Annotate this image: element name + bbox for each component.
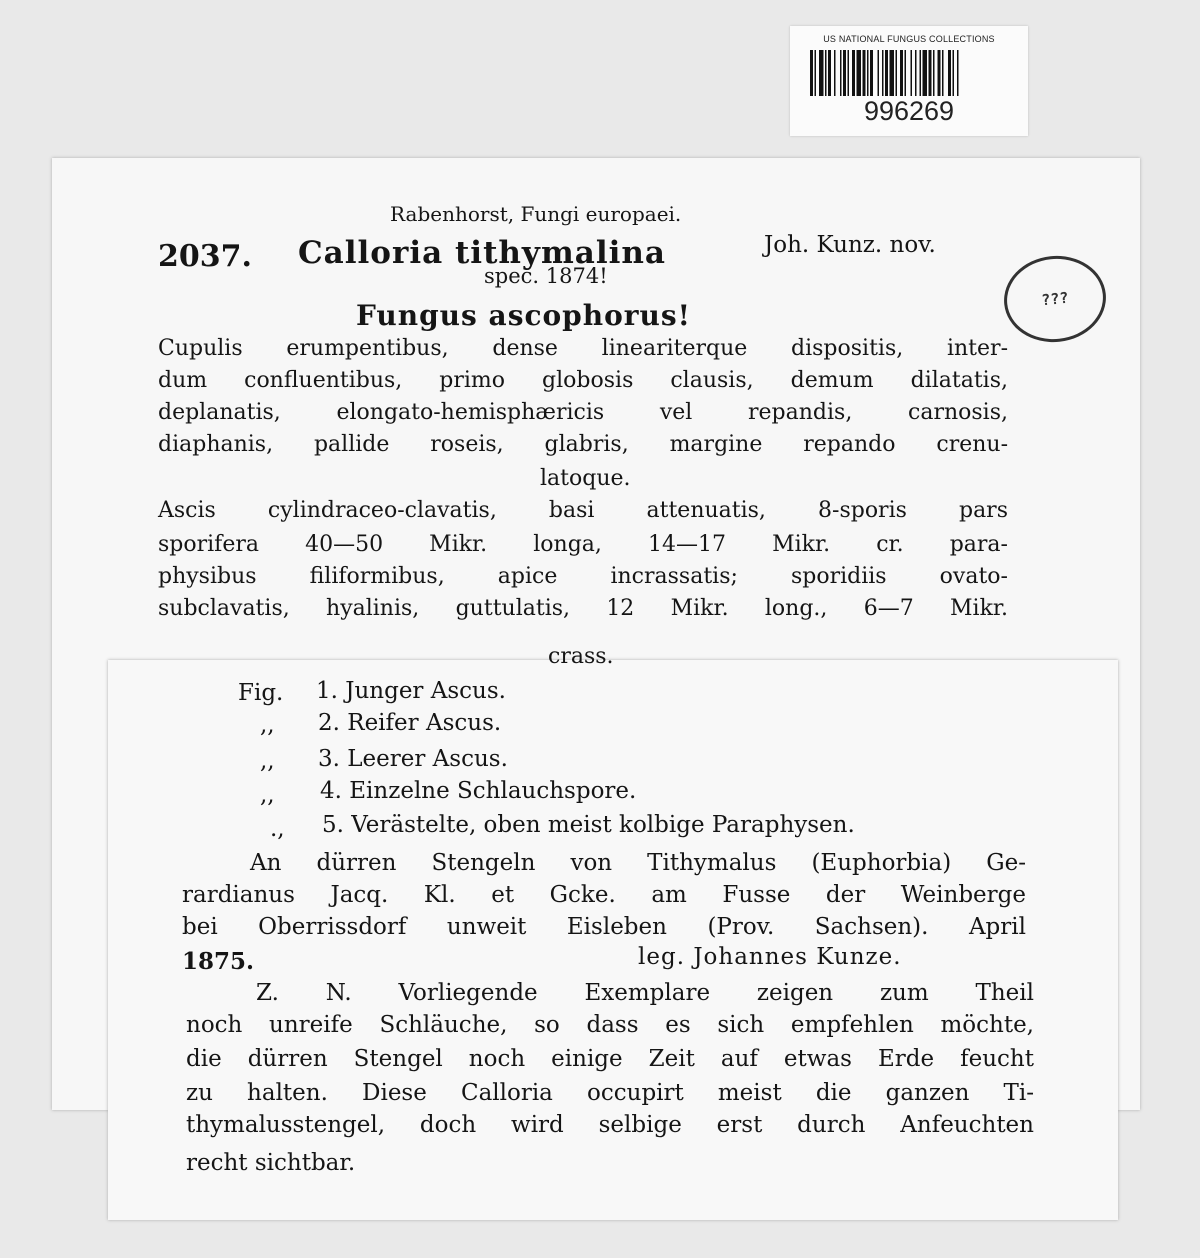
figure-prefix: ,, [260, 782, 275, 808]
note-line: noch unreife Schläuche, so dass es sich empfehlen möchte, [186, 1012, 1034, 1038]
description-line: deplanatis, elongato-hemisphæricis vel repandis, carnosis, [158, 400, 1008, 425]
asci-line: physibus filiformibus, apice incrassatis; sporidiis ovato- [158, 564, 1008, 589]
locality-line: rardianus Jacq. Kl. et Gcke. am Fusse der Weinberge [182, 882, 1026, 908]
description-line: dum confluentibus, primo globosis clausis, demum dilatatis, [158, 368, 1008, 393]
asci-line: crass. [548, 644, 614, 669]
note-line: thymalusstengel, doch wird selbige erst durch Anfeuchten [186, 1112, 1034, 1138]
species-name: Calloria tithymalina [298, 235, 667, 271]
species-date: spec. 1874! [484, 264, 608, 288]
collector: leg. Johannes Kunze. [638, 944, 902, 970]
stamp-text: ??? [1040, 288, 1070, 310]
note-line: zu halten. Diese Calloria occupirt meist die ganzen Ti- [186, 1080, 1034, 1106]
figure-prefix: Fig. [238, 680, 284, 706]
locality-line: An dürren Stengeln von Tithymalus (Euphorbia) Ge- [250, 850, 1026, 876]
collection-year: 1875. [182, 948, 255, 975]
figure-caption: 3. Leerer Ascus. [318, 746, 508, 772]
note-line: Z. N. Vorliegende Exemplare zeigen zum Theil [256, 980, 1034, 1006]
series-title: Rabenhorst, Fungi europaei. [390, 202, 682, 226]
locality-line: bei Oberrissdorf unweit Eisleben (Prov. Sachsen). April [182, 914, 1026, 940]
barcode-number: 996269 [863, 96, 955, 126]
figure-caption: 1. Junger Ascus. [316, 678, 506, 704]
note-line: die dürren Stengel noch einige Zeit auf etwas Erde feucht [186, 1046, 1034, 1072]
figure-prefix: ., [270, 816, 285, 842]
figure-prefix: ,, [260, 712, 275, 738]
figure-caption: 5. Verästelte, oben meist kolbige Paraphysen. [322, 812, 855, 838]
asci-line: subclavatis, hyalinis, guttulatis, 12 Mikr. long., 6—7 Mikr. [158, 596, 1008, 621]
description-line: Cupulis erumpentibus, dense lineariterque dispositis, inter- [158, 336, 1008, 361]
asci-line: Ascis cylindraceo-clavatis, basi attenuatis, 8-sporis pars [158, 498, 1008, 523]
barcode-organization: US NATIONAL FUNGUS COLLECTIONS [823, 34, 995, 44]
description-line: latoque. [540, 466, 631, 491]
asci-line: sporifera 40—50 Mikr. longa, 14—17 Mikr. cr. para- [158, 532, 1008, 557]
species-author: Joh. Kunz. nov. [764, 232, 936, 258]
figure-caption: 2. Reifer Ascus. [318, 710, 502, 736]
exsiccata-number: 2037. [158, 239, 252, 274]
figure-prefix: ,, [260, 748, 275, 774]
note-line: recht sichtbar. [186, 1150, 356, 1176]
label-subtitle: Fungus ascophorus! [356, 299, 691, 332]
description-line: diaphanis, pallide roseis, glabris, margine repando crenu- [158, 432, 1008, 457]
figure-caption: 4. Einzelne Schlauchspore. [320, 778, 637, 804]
